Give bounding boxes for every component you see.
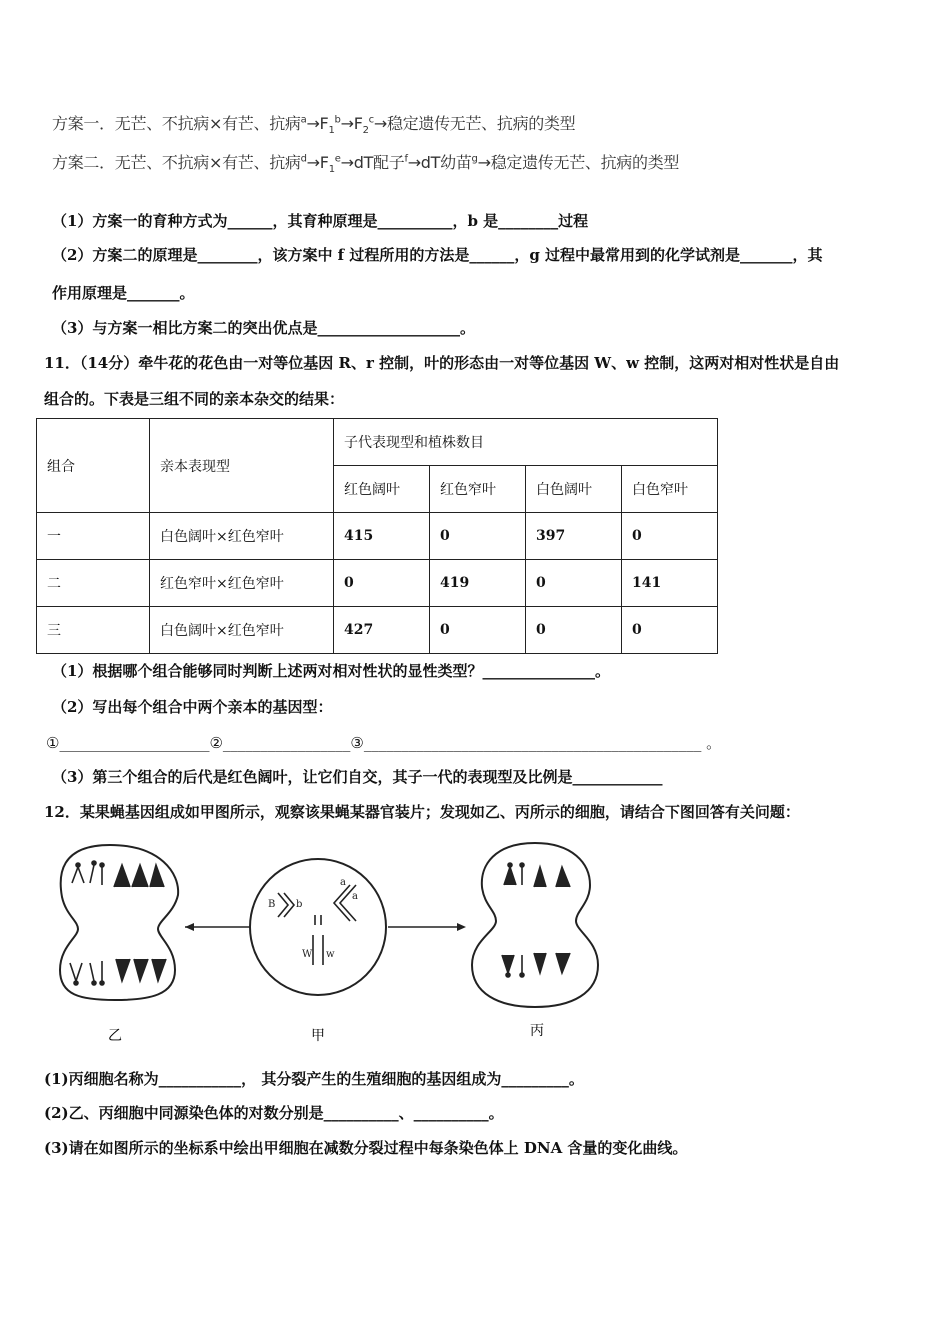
scheme-one-suffix: 稳定遗传无芒、抗病的类型: [386, 114, 576, 133]
q10-part3: （3）与方案一相比方案二的突出优点是___________________。: [52, 319, 475, 337]
q12-part3: (3)请在如图所示的坐标系中绘出甲细胞在减数分裂过程中每条染色体上 DNA 含量的变化曲线。: [44, 1139, 688, 1157]
chromosomes-jia: [278, 885, 356, 965]
q11-intro-2: 组合的。下表是三组不同的亲本杂交的结果：: [44, 390, 345, 408]
row-group: 二: [37, 560, 150, 607]
header-group: 组合: [37, 419, 150, 513]
col-header: 白色窄叶: [622, 466, 718, 513]
row-parent: 红色窄叶×红色窄叶: [150, 560, 334, 607]
q10-part2: （2）方案二的原理是________，该方案中 f 过程所用的方法是______，g 过程中最常用到的化学试剂是_______，其: [52, 246, 823, 264]
label-jia: 甲: [311, 1028, 325, 1044]
row-value: 0: [430, 607, 526, 654]
step-d: d: [300, 153, 307, 165]
row-parent: 白色阔叶×红色窄叶: [150, 607, 334, 654]
row-value: 0: [526, 560, 622, 607]
cell-jia: [250, 859, 386, 995]
q10-part2-cont: 作用原理是_______。: [52, 284, 195, 302]
f2-label: F: [353, 114, 363, 133]
gene-W: W: [302, 949, 313, 960]
table-row: [37, 607, 718, 654]
row-group: 三: [37, 607, 150, 654]
gene-a2: a: [352, 891, 358, 902]
chromosomes-bing: [502, 863, 570, 977]
step-f: f: [404, 153, 408, 165]
q12-intro: 12．某果蝇基因组成如甲图所示，观察该果蝇某器官装片；发现如乙、丙所示的细胞，请结合下图回答有关问题：: [44, 803, 800, 821]
step-g: g: [471, 153, 478, 165]
row-value: 397: [526, 513, 622, 560]
col-header: 白色阔叶: [526, 466, 622, 513]
q11-part2: （2）写出每个组合中两个亲本的基因型：: [52, 698, 333, 716]
row-value: 141: [622, 560, 718, 607]
gene-a1: a: [340, 877, 346, 888]
row-group: 一: [37, 513, 150, 560]
f1-label: F: [319, 114, 329, 133]
col-header: 红色窄叶: [430, 466, 526, 513]
q11-part2-blanks: ①____________________②_________________③_____________________________________________ 。: [46, 734, 722, 752]
row-value: 415: [334, 513, 430, 560]
scheme-one: 方案一．无芒、不抗病×有芒、抗病$^a\to F_1^b\to F_2^c\to$稳定遗传无芒、抗病的类型: [52, 114, 576, 137]
step-b: b: [334, 114, 341, 126]
step-a: a: [300, 114, 307, 126]
dt-seedling: dT幼苗: [420, 153, 472, 172]
table-row: [37, 513, 718, 560]
q10-part1: （1）方案一的育种方式为______，其育种原理是__________，b 是________过程: [52, 212, 589, 230]
gene-b: b: [296, 899, 303, 910]
f2-sub: 2: [362, 125, 369, 137]
step-e: e: [334, 153, 341, 165]
f1-sub-2: 1: [328, 164, 335, 176]
row-value: 0: [430, 513, 526, 560]
q11-part1: （1）根据哪个组合能够同时判断上述两对相对性状的显性类型？_______________。: [52, 662, 610, 680]
q11-intro: [44, 353, 839, 373]
scheme-one-prefix: 方案一．无芒、不抗病×有芒、抗病: [52, 114, 301, 133]
dt-gamete: dT配子: [353, 153, 405, 172]
q11-part3: （3）第三个组合的后代是红色阔叶，让它们自交，其子一代的表现型及比例是____________: [52, 768, 663, 786]
q11-intro-text: 11．（14分）牵牛花的花色由一对等位基因 R、r 控制，叶的形态由一对等位基因 W、w 控制，这两对相对性状是自由: [44, 354, 840, 372]
table-row: [37, 560, 718, 607]
gene-w: w: [326, 949, 335, 960]
row-value: 419: [430, 560, 526, 607]
cell-division-figure: [50, 835, 610, 1050]
scheme-two-suffix: 稳定遗传无芒、抗病的类型: [490, 153, 680, 172]
col-header: 红色阔叶: [334, 466, 430, 513]
chromosomes-yi: [70, 861, 166, 985]
q12-part1: (1)丙细胞名称为___________， 其分裂产生的生殖细胞的基因组成为_________。: [44, 1070, 584, 1088]
step-c: c: [368, 114, 374, 126]
label-bing: 丙: [530, 1023, 544, 1039]
f1-sub: 1: [328, 125, 335, 137]
scheme-two: 方案二．无芒、不抗病×有芒、抗病$^d\to F_1^e\to dT$配子$^f$→dT幼苗$^g$→稳定遗传无芒、抗病的类型: [52, 153, 680, 176]
row-value: 0: [526, 607, 622, 654]
q12-part2: (2)乙、丙细胞中同源染色体的对数分别是__________、__________。: [44, 1104, 504, 1122]
arrow-head-bing: [457, 923, 466, 931]
header-parent: 亲本表现型: [150, 419, 334, 513]
row-value: 0: [622, 513, 718, 560]
cell-bing: [472, 843, 598, 1007]
arrow-head-yi: [185, 923, 194, 931]
scheme-two-prefix: 方案二．无芒、不抗病×有芒、抗病: [52, 153, 301, 172]
row-parent: 白色阔叶×红色窄叶: [150, 513, 334, 560]
label-yi: 乙: [108, 1028, 122, 1044]
gene-B: B: [268, 899, 276, 910]
f1-label-2: F: [319, 153, 329, 172]
row-value: 0: [334, 560, 430, 607]
row-value: 0: [622, 607, 718, 654]
cross-results-table: [36, 418, 718, 654]
row-value: 427: [334, 607, 430, 654]
header-offspring: 子代表现型和植株数目: [334, 419, 718, 466]
